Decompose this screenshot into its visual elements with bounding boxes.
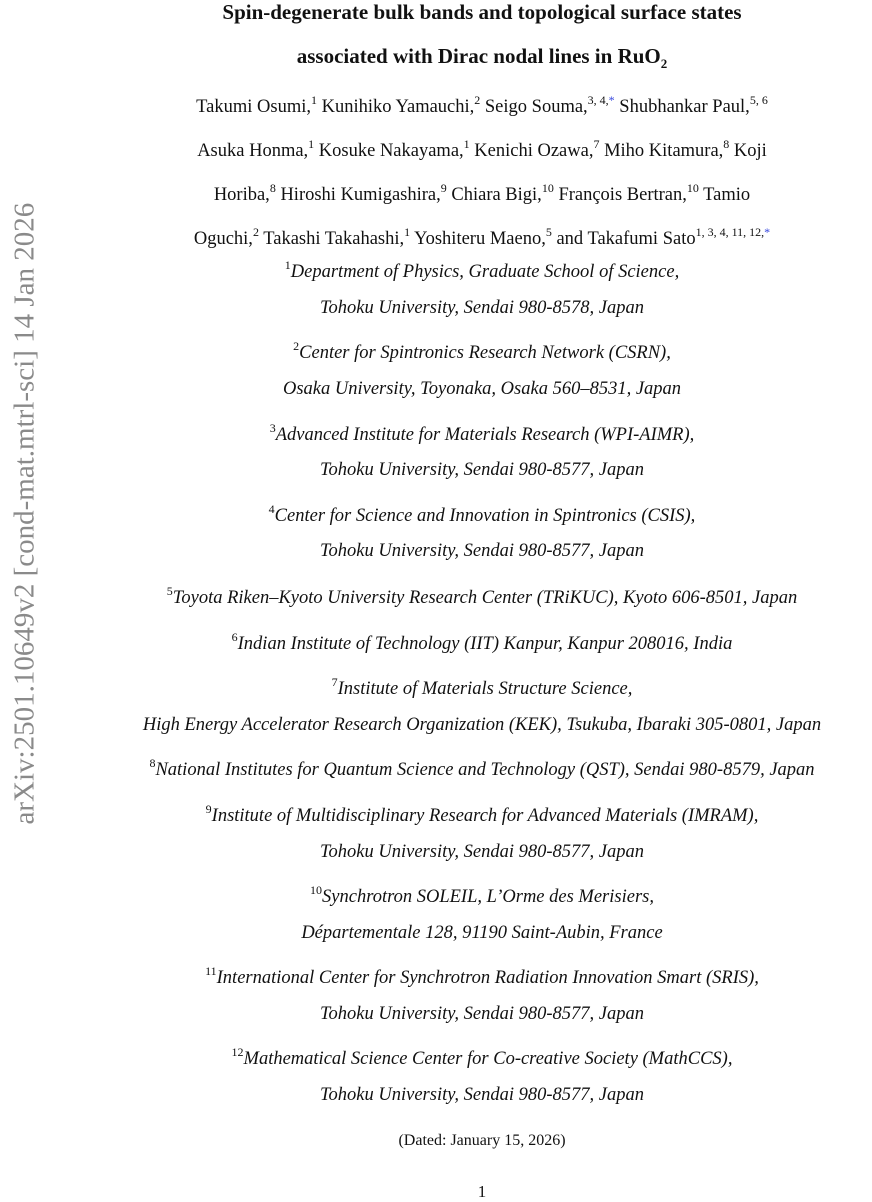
affiliation-line — [92, 1004, 872, 1025]
affiliation-text: Synchrotron SOLEIL, L’Orme des Merisiers, — [322, 887, 654, 907]
affiliation-numbers: 5 — [545, 225, 552, 239]
affiliation-number: 9 — [205, 802, 212, 816]
author-name: Asuka Honma, — [197, 141, 309, 161]
affiliation-text: Institute of Multidisciplinary Research for Advanced Materials (IMRAM), — [211, 806, 759, 826]
author-name: Tamio — [698, 185, 751, 205]
affiliation-text: Center for Science and Innovation in Spintronics (CSIS), — [274, 506, 696, 526]
affiliation-marker — [723, 137, 729, 151]
corresponding-author-link[interactable]: * — [764, 225, 771, 239]
affiliation-numbers: 7 — [593, 137, 600, 151]
paper-title-line-1: Spin-degenerate bulk bands and topological surface states — [222, 0, 742, 24]
affiliation-numbers: 2 — [474, 93, 481, 107]
affiliation-text: Advanced Institute for Materials Research (WPI-AIMR), — [275, 425, 695, 445]
affiliation-number: 3 — [269, 421, 276, 435]
author-name: and Takafumi Sato — [551, 229, 696, 249]
affiliation-marker — [464, 137, 470, 151]
dated-line: (Dated: January 15, 2026) — [398, 1132, 566, 1149]
author-name: Takumi Osumi, — [196, 97, 312, 117]
affiliation-line — [92, 630, 872, 655]
affiliation-marker — [750, 93, 768, 107]
affiliation-numbers: 1, 3, 4, 11, 12, — [695, 225, 765, 239]
affiliation-line — [92, 675, 872, 700]
affiliation-number: 11 — [205, 964, 217, 978]
affiliation-numbers: 2 — [252, 225, 259, 239]
author-name: Kunihiko Yamauchi, — [317, 97, 475, 117]
affiliation-marker — [311, 93, 317, 107]
affiliation-line — [92, 1085, 872, 1106]
affiliation-number: 1 — [284, 258, 291, 272]
affiliation-text: Center for Spintronics Research Network (CSRN), — [299, 343, 671, 363]
affiliation-numbers: 1 — [463, 137, 470, 151]
affiliation-marker — [441, 181, 447, 195]
affiliation-line — [92, 258, 872, 283]
affiliation-line — [92, 421, 872, 446]
affiliation-marker — [542, 181, 554, 195]
affiliation-numbers: 5, 6 — [749, 93, 768, 107]
affiliation-text: Tohoku University, Sendai 980-8578, Japan — [319, 298, 645, 318]
affiliation-text: Department of Physics, Graduate School of Science, — [290, 262, 680, 282]
affiliation-numbers: 10 — [686, 181, 699, 195]
affiliation-line — [92, 298, 872, 319]
affiliation-text: National Institutes for Quantum Science and Technology (QST), Sendai 980-8579, Japan — [155, 760, 815, 780]
author-name: Miho Kitamura, — [599, 141, 724, 161]
affiliation-numbers: 8 — [723, 137, 730, 151]
affiliation-marker — [696, 225, 771, 239]
author-name: Oguchi, — [193, 229, 253, 249]
affiliation-marker — [474, 93, 480, 107]
affiliation-text: High Energy Accelerator Research Organization (KEK), Tsukuba, Ibaraki 305-0801, Japan — [142, 715, 822, 735]
affiliation-line — [92, 379, 872, 400]
affiliation-marker — [270, 181, 276, 195]
affiliation-line — [92, 802, 872, 827]
author-line — [92, 93, 872, 118]
affiliation-text: International Center for Synchrotron Radiation Innovation Smart (SRIS), — [216, 968, 759, 988]
affiliation-numbers: 8 — [269, 181, 276, 195]
author-name: Kenichi Ozawa, — [469, 141, 594, 161]
author-name: Takashi Takahashi, — [258, 229, 405, 249]
affiliation-number: 2 — [293, 339, 300, 353]
affiliation-line — [92, 541, 872, 562]
arxiv-identifier: arXiv:2501.10649v2 [cond-mat.mtrl-sci] 14 Jan 2026 — [8, 202, 41, 825]
affiliation-numbers: 1 — [404, 225, 411, 239]
author-line — [92, 181, 872, 206]
corresponding-author-link[interactable]: * — [608, 93, 615, 107]
affiliation-number: 5 — [166, 584, 173, 598]
author-line — [92, 225, 872, 250]
affiliation-text: Mathematical Science Center for Co-creative Society (MathCCS), — [243, 1049, 733, 1069]
affiliation-text: Tohoku University, Sendai 980-8577, Japan — [319, 460, 645, 480]
affiliation-number: 6 — [231, 630, 238, 644]
author-name: Hiroshi Kumigashira, — [275, 185, 441, 205]
author-name: Koji — [729, 141, 767, 161]
affiliation-marker — [687, 181, 699, 195]
affiliation-numbers: 9 — [440, 181, 447, 195]
affiliation-line — [92, 883, 872, 908]
affiliation-numbers: 3, 4, — [587, 93, 609, 107]
affiliation-text: Osaka University, Toyonaka, Osaka 560–8531, Japan — [282, 379, 682, 399]
affiliation-text: Tohoku University, Sendai 980-8577, Japan — [319, 541, 645, 561]
title-subscript: 2 — [660, 56, 668, 71]
affiliation-number: 4 — [268, 502, 275, 516]
affiliation-line — [92, 964, 872, 989]
affiliation-number: 10 — [310, 883, 323, 897]
affiliation-marker — [253, 225, 259, 239]
affiliation-numbers: 10 — [541, 181, 554, 195]
author-line — [92, 137, 872, 162]
author-name: François Bertran, — [553, 185, 687, 205]
author-name: Chiara Bigi, — [446, 185, 542, 205]
author-name: Kosuke Nakayama, — [314, 141, 464, 161]
affiliation-text: Tohoku University, Sendai 980-8577, Japan — [319, 1004, 645, 1024]
affiliation-marker — [404, 225, 410, 239]
paper-title-line-2 — [92, 44, 872, 69]
affiliation-marker — [546, 225, 552, 239]
affiliation-marker — [593, 137, 599, 151]
affiliation-text: Institute of Materials Structure Science, — [337, 679, 633, 699]
affiliation-text: Indian Institute of Technology (IIT) Kanpur, Kanpur 208016, India — [237, 634, 733, 654]
affiliation-number: 12 — [231, 1045, 244, 1059]
affiliation-text: Départementale 128, 91190 Saint-Aubin, France — [301, 923, 663, 943]
page-number: 1 — [477, 1182, 487, 1201]
author-name: Seigo Souma, — [480, 97, 588, 117]
affiliation-number: 7 — [331, 675, 338, 689]
affiliation-line — [92, 715, 872, 736]
affiliation-line — [92, 1045, 872, 1070]
affiliation-line — [92, 339, 872, 364]
affiliation-line — [92, 584, 872, 609]
affiliation-text: Toyota Riken–Kyoto University Research Center (TRiKUC), Kyoto 606-8501, Japan — [172, 588, 798, 608]
author-name: Horiba, — [213, 185, 270, 205]
title-text: associated with Dirac nodal lines in RuO — [296, 44, 661, 68]
affiliation-line — [92, 756, 872, 781]
affiliation-number: 8 — [149, 756, 156, 770]
affiliation-line — [92, 923, 872, 944]
author-name: Shubhankar Paul, — [614, 97, 750, 117]
affiliation-text: Tohoku University, Sendai 980-8577, Japan — [319, 1085, 645, 1105]
affiliation-numbers: 1 — [308, 137, 315, 151]
affiliation-line — [92, 460, 872, 481]
affiliation-line — [92, 502, 872, 527]
affiliation-numbers: 1 — [311, 93, 318, 107]
affiliation-text: Tohoku University, Sendai 980-8577, Japan — [319, 842, 645, 862]
affiliation-marker — [308, 137, 314, 151]
affiliation-marker — [588, 93, 615, 107]
author-name: Yoshiteru Maeno, — [410, 229, 546, 249]
affiliation-line — [92, 842, 872, 863]
